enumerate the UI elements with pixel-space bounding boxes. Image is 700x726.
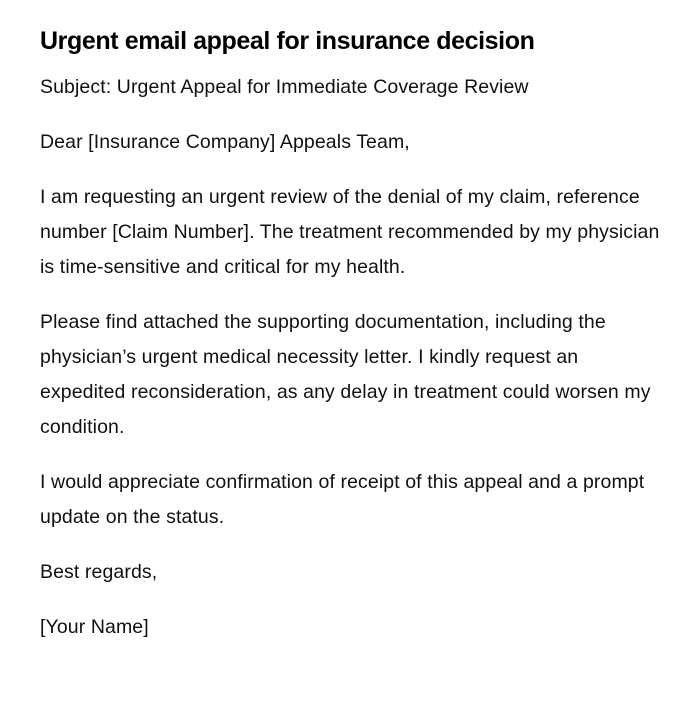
body-paragraph: I am requesting an urgent review of the denial of my claim, reference number [Claim Number]. The treatment recommended by my physician is time-sensitive and critical for my health. xyxy=(40,186,660,278)
signature: [Your Name] xyxy=(40,616,149,638)
page-title: Urgent email appeal for insurance decision xyxy=(40,27,535,55)
salutation: Dear [Insurance Company] Appeals Team, xyxy=(40,131,410,153)
subject-line: Subject: Urgent Appeal for Immediate Coverage Review xyxy=(40,76,529,98)
body-paragraph: Please find attached the supporting documentation, including the physician’s urgent medical necessity letter. I kindly request an expedited reconsideration, as any delay in treatment could worsen my condition. xyxy=(40,311,651,438)
closing: Best regards, xyxy=(40,561,158,583)
body-paragraph: I would appreciate confirmation of receipt of this appeal and a prompt update on the status. xyxy=(40,471,645,528)
